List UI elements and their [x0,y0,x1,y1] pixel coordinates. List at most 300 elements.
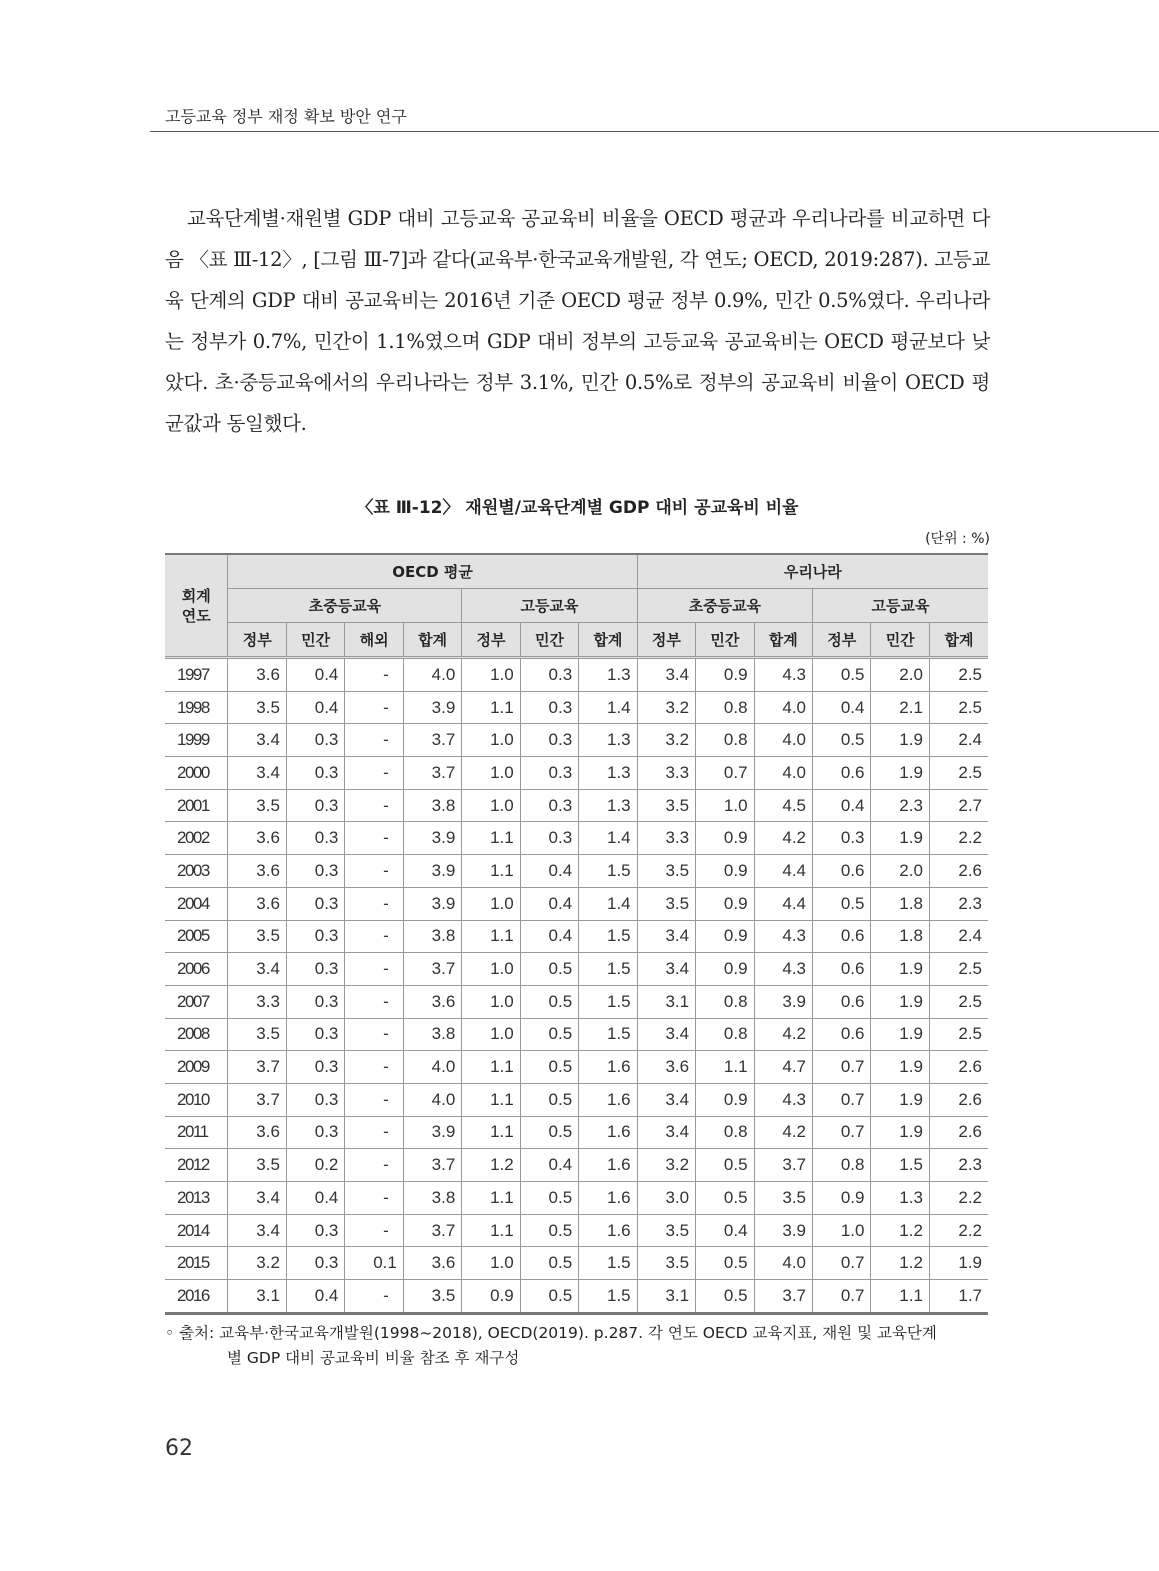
value-cell: 0.6 [813,1018,871,1051]
value-cell: 1.6 [579,1083,637,1116]
value-cell: 1.5 [579,985,637,1018]
table-row [165,1083,988,1116]
value-cell: - [345,724,403,757]
value-cell: 3.5 [637,855,695,888]
value-cell: 3.6 [637,1051,695,1084]
table-row [165,1116,988,1149]
year-header: 회계 연도 [165,554,228,658]
value-cell: 3.6 [228,822,286,855]
value-cell: 0.3 [520,789,578,822]
value-cell: 4.3 [754,953,812,986]
value-cell: 1.3 [579,658,637,692]
value-cell: 4.0 [754,691,812,724]
value-cell: 1.1 [462,691,520,724]
year-cell: 2014 [165,1214,228,1247]
value-cell: 3.7 [228,1051,286,1084]
table-row [165,822,988,855]
value-cell: 2.3 [929,1149,988,1182]
value-cell: 3.4 [228,953,286,986]
value-cell: 1.0 [462,789,520,822]
value-cell: 4.7 [754,1051,812,1084]
value-cell: 1.1 [696,1051,754,1084]
value-cell: 4.2 [754,822,812,855]
value-cell: 3.2 [637,1149,695,1182]
value-cell: 3.0 [637,1182,695,1215]
value-cell: 1.5 [579,953,637,986]
value-cell: 0.7 [696,757,754,790]
value-cell: 0.3 [813,822,871,855]
value-cell: 3.6 [228,887,286,920]
gdp-education-expenditure-table [165,553,988,1315]
value-cell: 1.5 [579,855,637,888]
value-cell: 3.7 [403,1149,461,1182]
subgroup-header: 초중등교육 [228,589,462,623]
year-cell: 2009 [165,1051,228,1084]
value-cell: 1.1 [462,1116,520,1149]
value-cell: 0.6 [813,757,871,790]
value-cell: 0.7 [813,1247,871,1280]
value-cell: 1.1 [871,1280,929,1314]
year-cell: 2006 [165,953,228,986]
value-cell: 3.6 [403,985,461,1018]
value-cell: 1.2 [871,1247,929,1280]
page-number: 62 [165,1436,193,1461]
value-cell: 4.3 [754,658,812,692]
value-cell: 3.4 [637,953,695,986]
table-row [165,1280,988,1314]
value-cell: 1.2 [462,1149,520,1182]
value-cell: 3.7 [754,1280,812,1314]
year-cell: 2002 [165,822,228,855]
value-cell: 3.4 [637,920,695,953]
table-row [165,1149,988,1182]
value-cell: 4.4 [754,887,812,920]
column-header: 합계 [579,623,637,658]
value-cell: 0.5 [813,724,871,757]
value-cell: 0.4 [520,887,578,920]
value-cell: 3.2 [228,1247,286,1280]
value-cell: 1.5 [579,920,637,953]
value-cell: 0.5 [520,1280,578,1314]
value-cell: 2.4 [929,724,988,757]
value-cell: 0.3 [286,822,344,855]
value-cell: 1.0 [813,1214,871,1247]
value-cell: 1.9 [871,1051,929,1084]
value-cell: 1.0 [462,985,520,1018]
subgroup-header: 고등교육 [813,589,989,623]
value-cell: - [345,1280,403,1314]
column-header: 정부 [228,623,286,658]
value-cell: 2.7 [929,789,988,822]
value-cell: 1.9 [871,1018,929,1051]
value-cell: 3.5 [637,887,695,920]
value-cell: 1.8 [871,887,929,920]
group-header-korea: 우리나라 [637,554,988,589]
value-cell: 0.8 [696,724,754,757]
value-cell: - [345,1116,403,1149]
value-cell: 0.3 [286,1214,344,1247]
year-cell: 2005 [165,920,228,953]
value-cell: 0.3 [520,822,578,855]
value-cell: 0.8 [696,1018,754,1051]
value-cell: 3.9 [403,855,461,888]
year-cell: 2015 [165,1247,228,1280]
value-cell: 3.7 [754,1149,812,1182]
column-header: 합계 [929,623,988,658]
value-cell: 3.5 [228,691,286,724]
value-cell: 0.8 [696,691,754,724]
value-cell: 0.9 [813,1182,871,1215]
value-cell: - [345,1214,403,1247]
value-cell: 3.5 [403,1280,461,1314]
value-cell: 0.1 [345,1247,403,1280]
table-row [165,1214,988,1247]
value-cell: 0.9 [696,887,754,920]
value-cell: 1.0 [462,1018,520,1051]
table-row [165,724,988,757]
table-row [165,1018,988,1051]
value-cell: 0.8 [696,985,754,1018]
value-cell: 3.4 [637,658,695,692]
value-cell: 0.9 [696,953,754,986]
value-cell: 0.4 [286,658,344,692]
value-cell: 1.0 [462,757,520,790]
value-cell: - [345,887,403,920]
value-cell: 0.3 [286,1083,344,1116]
value-cell: 1.8 [871,920,929,953]
value-cell: 0.7 [813,1116,871,1149]
value-cell: 1.5 [579,1018,637,1051]
value-cell: - [345,1149,403,1182]
column-header: 민간 [520,623,578,658]
value-cell: 3.6 [403,1247,461,1280]
value-cell: 3.3 [637,822,695,855]
year-cell: 1998 [165,691,228,724]
value-cell: 3.1 [228,1280,286,1314]
year-cell: 1999 [165,724,228,757]
value-cell: 0.3 [520,691,578,724]
value-cell: 3.6 [228,1116,286,1149]
value-cell: 0.3 [286,953,344,986]
value-cell: 0.9 [696,855,754,888]
table-row [165,855,988,888]
value-cell: 4.2 [754,1018,812,1051]
value-cell: 2.6 [929,1116,988,1149]
value-cell: 3.4 [228,1214,286,1247]
value-cell: 3.8 [403,1182,461,1215]
value-cell: 0.9 [696,920,754,953]
value-cell: 0.5 [520,1116,578,1149]
year-cell: 2008 [165,1018,228,1051]
value-cell: 1.3 [579,757,637,790]
value-cell: 3.4 [228,724,286,757]
value-cell: - [345,691,403,724]
value-cell: 2.3 [871,789,929,822]
value-cell: 3.5 [637,789,695,822]
value-cell: 3.5 [754,1182,812,1215]
column-header: 정부 [813,623,871,658]
value-cell: 1.6 [579,1214,637,1247]
value-cell: 3.2 [637,691,695,724]
value-cell: 2.5 [929,1018,988,1051]
value-cell: 1.6 [579,1116,637,1149]
table-row [165,658,988,692]
value-cell: 1.1 [462,855,520,888]
value-cell: 2.0 [871,658,929,692]
value-cell: 3.2 [637,724,695,757]
value-cell: 1.2 [871,1214,929,1247]
value-cell: 0.3 [520,724,578,757]
value-cell: 4.0 [403,1083,461,1116]
value-cell: 1.6 [579,1051,637,1084]
value-cell: 1.1 [462,920,520,953]
value-cell: 2.4 [929,920,988,953]
value-cell: 0.3 [286,757,344,790]
running-header: 고등교육 정부 재정 확보 방안 연구 [165,107,407,126]
value-cell: - [345,757,403,790]
value-cell: 0.5 [520,1214,578,1247]
value-cell: 0.4 [520,1149,578,1182]
value-cell: 3.5 [637,1214,695,1247]
value-cell: 0.5 [813,887,871,920]
value-cell: 2.5 [929,658,988,692]
value-cell: 2.5 [929,953,988,986]
year-cell: 2016 [165,1280,228,1314]
value-cell: 1.9 [871,1116,929,1149]
value-cell: 1.5 [579,1247,637,1280]
value-cell: 0.6 [813,985,871,1018]
value-cell: - [345,822,403,855]
value-cell: - [345,658,403,692]
value-cell: 2.2 [929,822,988,855]
table-row [165,1247,988,1280]
value-cell: 2.5 [929,757,988,790]
body-paragraph: 교육단계별·재원별 GDP 대비 고등교육 공교육비 비율을 OECD 평균과 우리나라를 비교하면 다음 〈표 Ⅲ-12〉, [그림 Ⅲ-7]과 같다(교육부·한국교육개발원, 각 연도; OECD, 2019:287). 고등교육 단계의 GDP 대비 공교육비는 2016년 기준 OECD 평균 정부 0.9%, 민간 0.5%였다. 우리나라는 정부가 0.7%, 민간이 1.1%였으며 GDP 대비 정부의 고등교육 공교육비는 OECD 평균보다 낮았다. 초·중등교육에서의 우리나라는 정부 3.1%, 민간 0.5%로 정부의 공교육비 비율이 OECD 평균값과 동일했다. [165,207,990,435]
value-cell: 3.9 [754,985,812,1018]
value-cell: 4.4 [754,855,812,888]
value-cell: 1.5 [871,1149,929,1182]
value-cell: 0.3 [286,920,344,953]
value-cell: 0.5 [520,1182,578,1215]
value-cell: 3.5 [228,789,286,822]
value-cell: 1.1 [462,822,520,855]
value-cell: 3.8 [403,920,461,953]
value-cell: 4.0 [754,1247,812,1280]
value-cell: 3.4 [637,1083,695,1116]
year-cell: 1997 [165,658,228,692]
value-cell: 0.5 [520,1083,578,1116]
source-note [165,1321,990,1371]
value-cell: 1.4 [579,691,637,724]
year-cell: 2010 [165,1083,228,1116]
value-cell: 2.2 [929,1214,988,1247]
table-row [165,953,988,986]
year-cell: 2000 [165,757,228,790]
value-cell: 1.6 [579,1149,637,1182]
year-cell: 2011 [165,1116,228,1149]
column-header: 해외 [345,623,403,658]
value-cell: 3.9 [403,691,461,724]
value-cell: 1.0 [462,953,520,986]
value-cell: 0.3 [286,1247,344,1280]
value-cell: 1.1 [462,1182,520,1215]
value-cell: 1.0 [462,887,520,920]
value-cell: 0.3 [520,757,578,790]
value-cell: 4.0 [403,1051,461,1084]
value-cell: 0.4 [696,1214,754,1247]
value-cell: 0.3 [286,985,344,1018]
value-cell: 1.0 [462,658,520,692]
year-cell: 2003 [165,855,228,888]
value-cell: 0.9 [462,1280,520,1314]
table-row [165,691,988,724]
table-row [165,985,988,1018]
source-line-1: ◦ 출처: 교육부·한국교육개발원(1998~2018), OECD(2019). p.287. 각 연도 OECD 교육지표, 재원 및 교육단계 [165,1324,937,1342]
value-cell: 1.4 [579,822,637,855]
header-divider [150,131,1159,132]
value-cell: 1.9 [929,1247,988,1280]
value-cell: 3.7 [403,724,461,757]
value-cell: 0.9 [696,822,754,855]
value-cell: 0.5 [813,658,871,692]
value-cell: 0.4 [520,855,578,888]
value-cell: 0.4 [813,789,871,822]
value-cell: 3.7 [403,1214,461,1247]
value-cell: 3.4 [228,757,286,790]
table-row [165,920,988,953]
value-cell: 1.9 [871,1083,929,1116]
value-cell: 2.5 [929,985,988,1018]
value-cell: 0.8 [813,1149,871,1182]
value-cell: 0.8 [696,1116,754,1149]
value-cell: 0.3 [286,855,344,888]
year-cell: 2004 [165,887,228,920]
value-cell: 1.3 [579,724,637,757]
value-cell: 3.6 [228,658,286,692]
value-cell: 0.5 [520,1018,578,1051]
value-cell: - [345,953,403,986]
value-cell: 1.0 [462,724,520,757]
value-cell: - [345,1083,403,1116]
value-cell: 0.7 [813,1083,871,1116]
value-cell: 0.3 [286,1051,344,1084]
value-cell: 3.9 [403,1116,461,1149]
value-cell: 0.5 [520,953,578,986]
value-cell: 3.3 [637,757,695,790]
value-cell: 0.5 [520,1051,578,1084]
value-cell: 4.0 [403,658,461,692]
value-cell: 0.2 [286,1149,344,1182]
value-cell: 4.5 [754,789,812,822]
value-cell: 1.1 [462,1083,520,1116]
subgroup-header: 고등교육 [462,589,637,623]
table-row [165,1182,988,1215]
value-cell: - [345,1182,403,1215]
value-cell: 1.1 [462,1214,520,1247]
value-cell: 3.5 [228,920,286,953]
value-cell: 0.9 [696,1083,754,1116]
value-cell: 0.3 [286,887,344,920]
value-cell: 3.9 [754,1214,812,1247]
value-cell: 0.3 [286,1018,344,1051]
value-cell: 1.9 [871,822,929,855]
value-cell: 1.1 [462,1051,520,1084]
value-cell: 2.0 [871,855,929,888]
value-cell: 0.4 [286,1280,344,1314]
value-cell: 0.5 [696,1247,754,1280]
value-cell: 3.1 [637,985,695,1018]
value-cell: 0.5 [696,1149,754,1182]
value-cell: 2.2 [929,1182,988,1215]
value-cell: 1.9 [871,724,929,757]
column-header: 정부 [637,623,695,658]
value-cell: 3.8 [403,789,461,822]
value-cell: 3.1 [637,1280,695,1314]
value-cell: 0.4 [286,691,344,724]
value-cell: - [345,1018,403,1051]
table-row [165,887,988,920]
value-cell: 1.9 [871,985,929,1018]
value-cell: 3.9 [403,887,461,920]
column-header: 민간 [286,623,344,658]
table-row [165,789,988,822]
value-cell: 0.6 [813,855,871,888]
value-cell: - [345,1051,403,1084]
column-header: 민간 [696,623,754,658]
value-cell: 1.9 [871,953,929,986]
value-cell: 2.6 [929,1083,988,1116]
value-cell: 3.6 [228,855,286,888]
value-cell: 4.0 [754,757,812,790]
year-cell: 2013 [165,1182,228,1215]
value-cell: 2.5 [929,691,988,724]
value-cell: 0.3 [286,1116,344,1149]
value-cell: - [345,789,403,822]
value-cell: 0.5 [520,1247,578,1280]
value-cell: 1.0 [696,789,754,822]
value-cell: 3.4 [637,1116,695,1149]
value-cell: 3.9 [403,822,461,855]
value-cell: 0.7 [813,1280,871,1314]
value-cell: 2.1 [871,691,929,724]
value-cell: 3.5 [637,1247,695,1280]
value-cell: 0.5 [696,1182,754,1215]
value-cell: 0.5 [696,1280,754,1314]
value-cell: 3.7 [403,757,461,790]
value-cell: 0.4 [813,691,871,724]
value-cell: 3.3 [228,985,286,1018]
value-cell: - [345,920,403,953]
value-cell: 0.6 [813,920,871,953]
value-cell: 3.5 [228,1018,286,1051]
column-header: 민간 [871,623,929,658]
column-header: 정부 [462,623,520,658]
value-cell: 3.7 [403,953,461,986]
value-cell: 1.5 [579,1280,637,1314]
value-cell: 2.3 [929,887,988,920]
value-cell: 0.4 [286,1182,344,1215]
value-cell: 4.0 [754,724,812,757]
value-cell: 0.3 [520,658,578,692]
table-row [165,757,988,790]
value-cell: 3.5 [228,1149,286,1182]
table-unit: (단위 : %) [925,531,990,547]
value-cell: 3.8 [403,1018,461,1051]
value-cell: 2.6 [929,1051,988,1084]
value-cell: 1.4 [579,887,637,920]
group-header-oecd: OECD 평균 [228,554,637,589]
value-cell: 0.3 [286,724,344,757]
